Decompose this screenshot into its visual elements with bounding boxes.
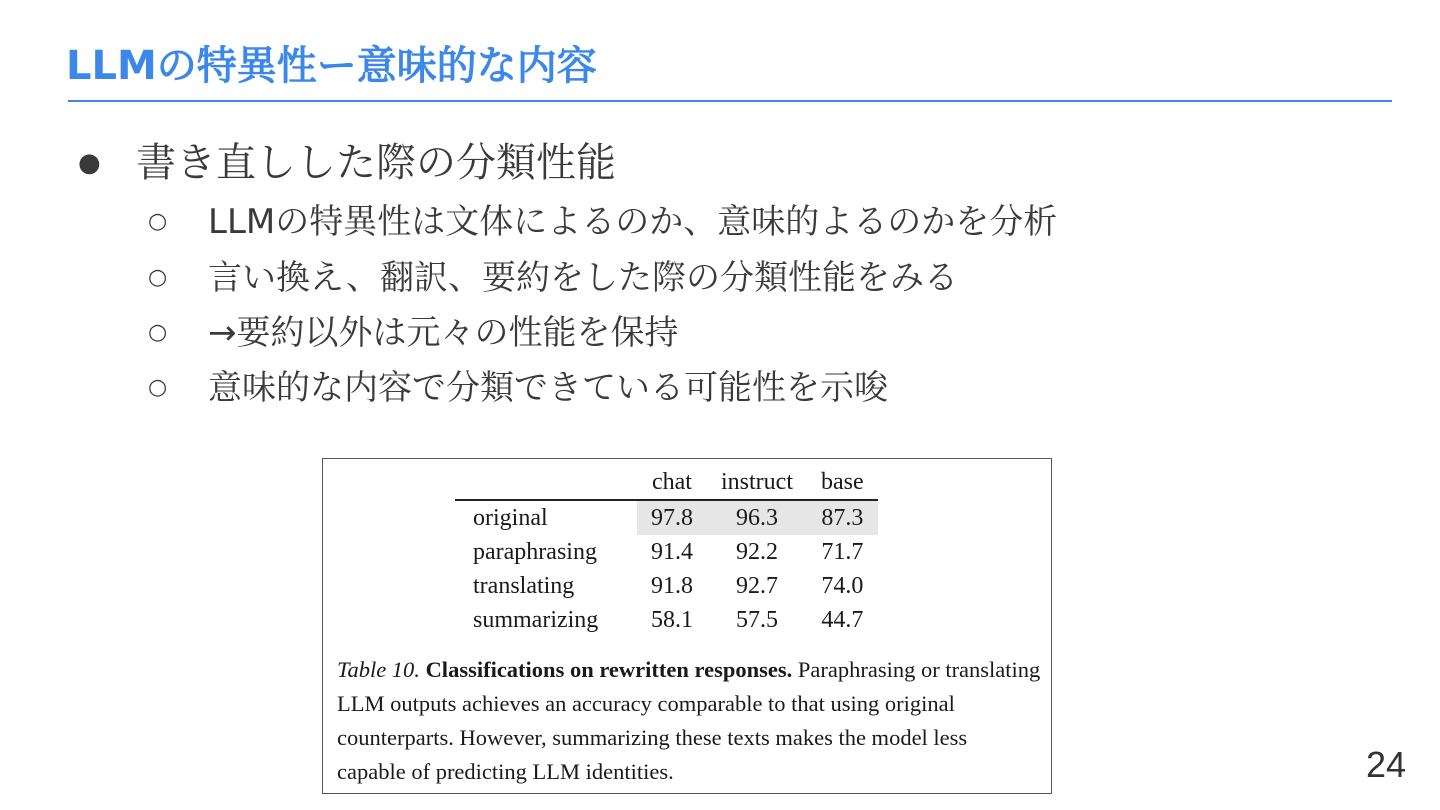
table-cell: 58.1	[651, 607, 693, 633]
table-figure	[322, 458, 1052, 794]
bullet-circle-icon: ○	[148, 265, 168, 290]
row-label-header	[455, 465, 637, 500]
table-cell: 91.4	[651, 539, 693, 565]
row-label: translating	[473, 573, 575, 599]
table-cell: 91.8	[651, 573, 693, 599]
sub-bullet-text: →要約以外は元々の性能を保持	[208, 313, 679, 353]
table-cell: 87.3	[807, 500, 878, 535]
caption-title: Classifications on rewritten responses.	[425, 657, 793, 682]
column-header: base	[821, 469, 864, 495]
table-cell: 97.8	[637, 500, 707, 535]
column-header: instruct	[721, 469, 793, 495]
page-number: 24	[1365, 744, 1406, 785]
table-header-row	[455, 465, 878, 500]
sub-bullet-text: LLMの特異性は文体によるのか、意味的よるのかを分析	[208, 202, 1058, 242]
sub-bullet-text: 意味的な内容で分類できている可能性を示唆	[208, 368, 888, 408]
row-label: paraphrasing	[473, 539, 597, 565]
bullet-circle-icon: ○	[148, 375, 168, 400]
caption-body: Paraphrasing or translating LLM outputs achieves an accuracy comparable to that using original counterparts. However, summarizing these texts makes the model less capable of predicting LLM identities.	[337, 657, 1041, 784]
main-bullet-text: 書き直しした際の分類性能	[136, 140, 616, 186]
column-header: chat	[652, 469, 692, 495]
table-row	[455, 603, 878, 637]
table-cell: 44.7	[821, 607, 864, 633]
table-row	[455, 569, 878, 603]
table-cell: 57.5	[736, 607, 778, 633]
results-table	[455, 465, 878, 637]
bullet-disc-icon: ●	[78, 148, 101, 178]
table-cell: 96.3	[707, 500, 807, 535]
caption-label: Table 10.	[337, 657, 420, 682]
table-caption	[337, 653, 1041, 789]
table-row	[455, 535, 878, 569]
table-row	[455, 500, 878, 535]
slide-title: LLMの特異性ー意味的な内容	[66, 43, 597, 89]
table-cell: 71.7	[821, 539, 864, 565]
title-divider	[68, 100, 1392, 102]
bullet-circle-icon: ○	[148, 209, 168, 234]
table-cell: 92.7	[736, 573, 778, 599]
row-label: original	[473, 505, 548, 531]
row-label: summarizing	[473, 607, 599, 633]
bullet-circle-icon: ○	[148, 320, 168, 345]
table-cell: 92.2	[736, 539, 778, 565]
table-cell: 74.0	[821, 573, 864, 599]
sub-bullet-text: 言い換え、翻訳、要約をした際の分類性能をみる	[208, 258, 959, 298]
